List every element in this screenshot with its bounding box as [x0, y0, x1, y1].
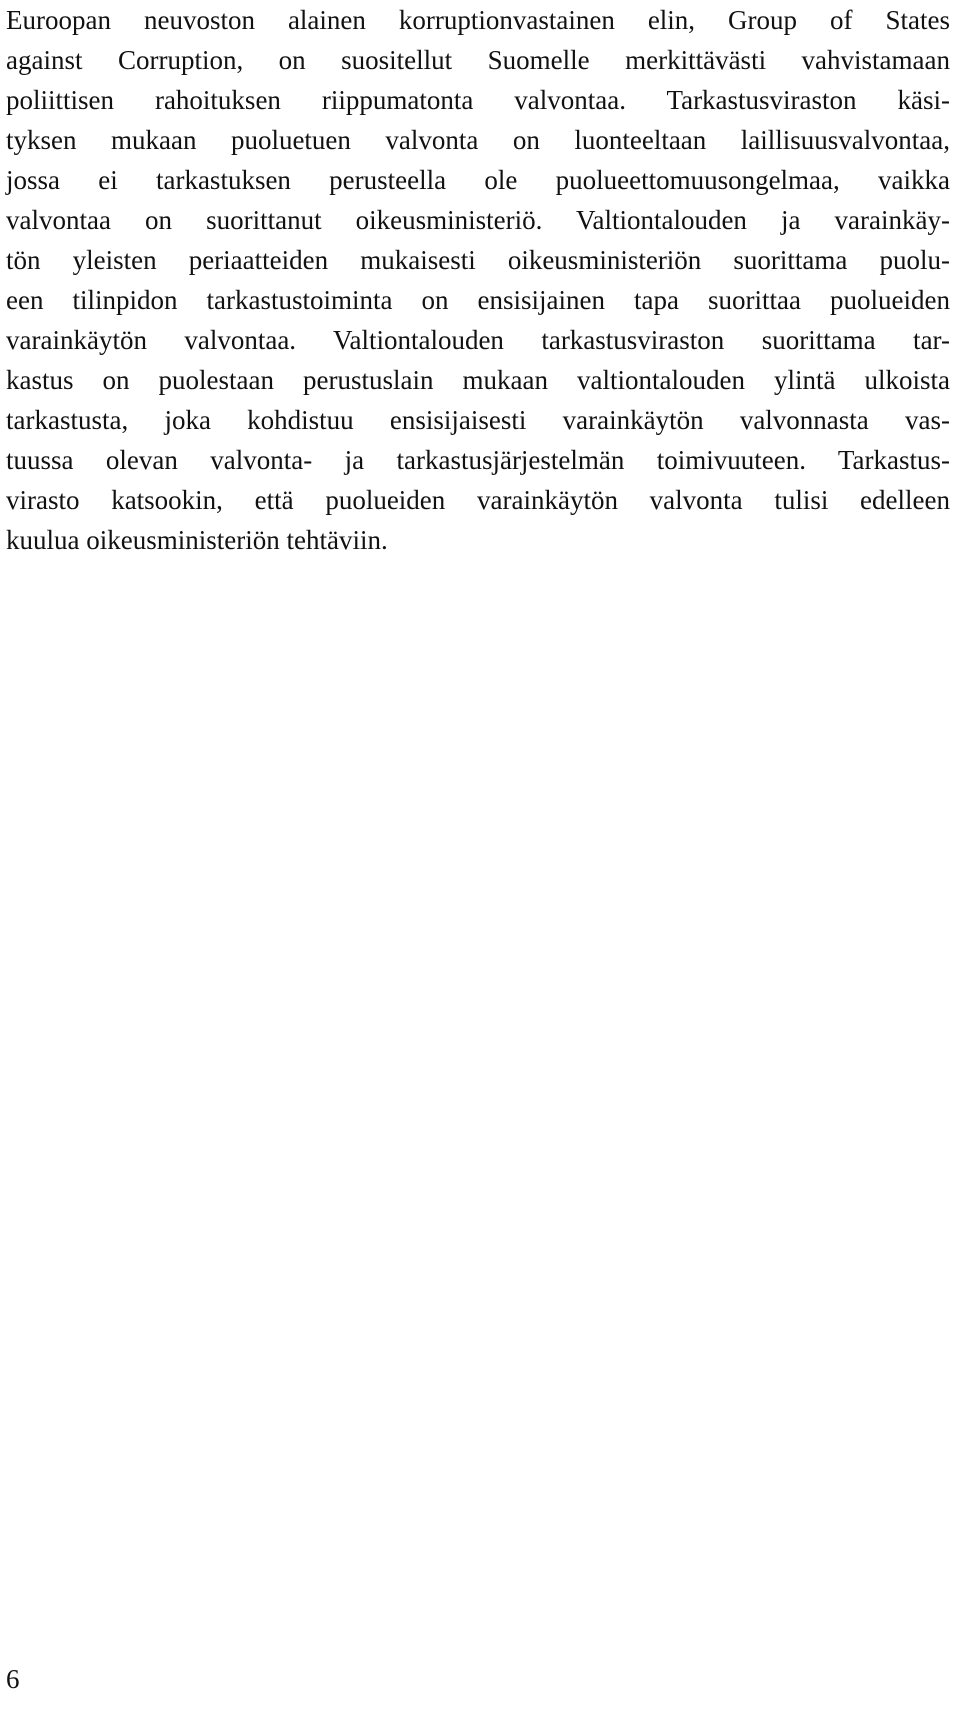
paragraph-line: tön yleisten periaatteiden mukaisesti oikeusministeriön suorittama puolu-	[6, 245, 950, 275]
paragraph-line: tarkastusta, joka kohdistuu ensisijaisesti varainkäytön valvonnasta vas-	[6, 405, 950, 435]
body-paragraph	[6, 0, 950, 560]
paragraph-line: kuulua oikeusministeriön tehtäviin.	[6, 525, 388, 555]
paragraph-line: virasto katsookin, että puolueiden varainkäytön valvonta tulisi edelleen	[6, 485, 950, 515]
paragraph-line: valvontaa on suorittanut oikeusministeriö. Valtiontalouden ja varainkäy-	[6, 205, 950, 235]
paragraph-line: against Corruption, on suositellut Suomelle merkittävästi vahvistamaan	[6, 45, 950, 75]
paragraph-line: Euroopan neuvoston alainen korruptionvastainen elin, Group of States	[6, 5, 950, 35]
paragraph-line: poliittisen rahoituksen riippumatonta valvontaa. Tarkastusviraston käsi-	[6, 85, 950, 115]
paragraph-line: tuussa olevan valvonta- ja tarkastusjärjestelmän toimivuuteen. Tarkastus-	[6, 445, 950, 475]
page-number: 6	[6, 1664, 20, 1694]
paragraph-line: tyksen mukaan puoluetuen valvonta on luonteeltaan laillisuusvalvontaa,	[6, 125, 950, 155]
paragraph-line: een tilinpidon tarkastustoiminta on ensisijainen tapa suorittaa puolueiden	[6, 285, 950, 315]
paragraph-line: jossa ei tarkastuksen perusteella ole puolueettomuusongelmaa, vaikka	[6, 165, 950, 195]
paragraph-line: kastus on puolestaan perustuslain mukaan valtiontalouden ylintä ulkoista	[6, 365, 950, 395]
paragraph-line: varainkäytön valvontaa. Valtiontalouden tarkastusviraston suorittama tar-	[6, 325, 950, 355]
